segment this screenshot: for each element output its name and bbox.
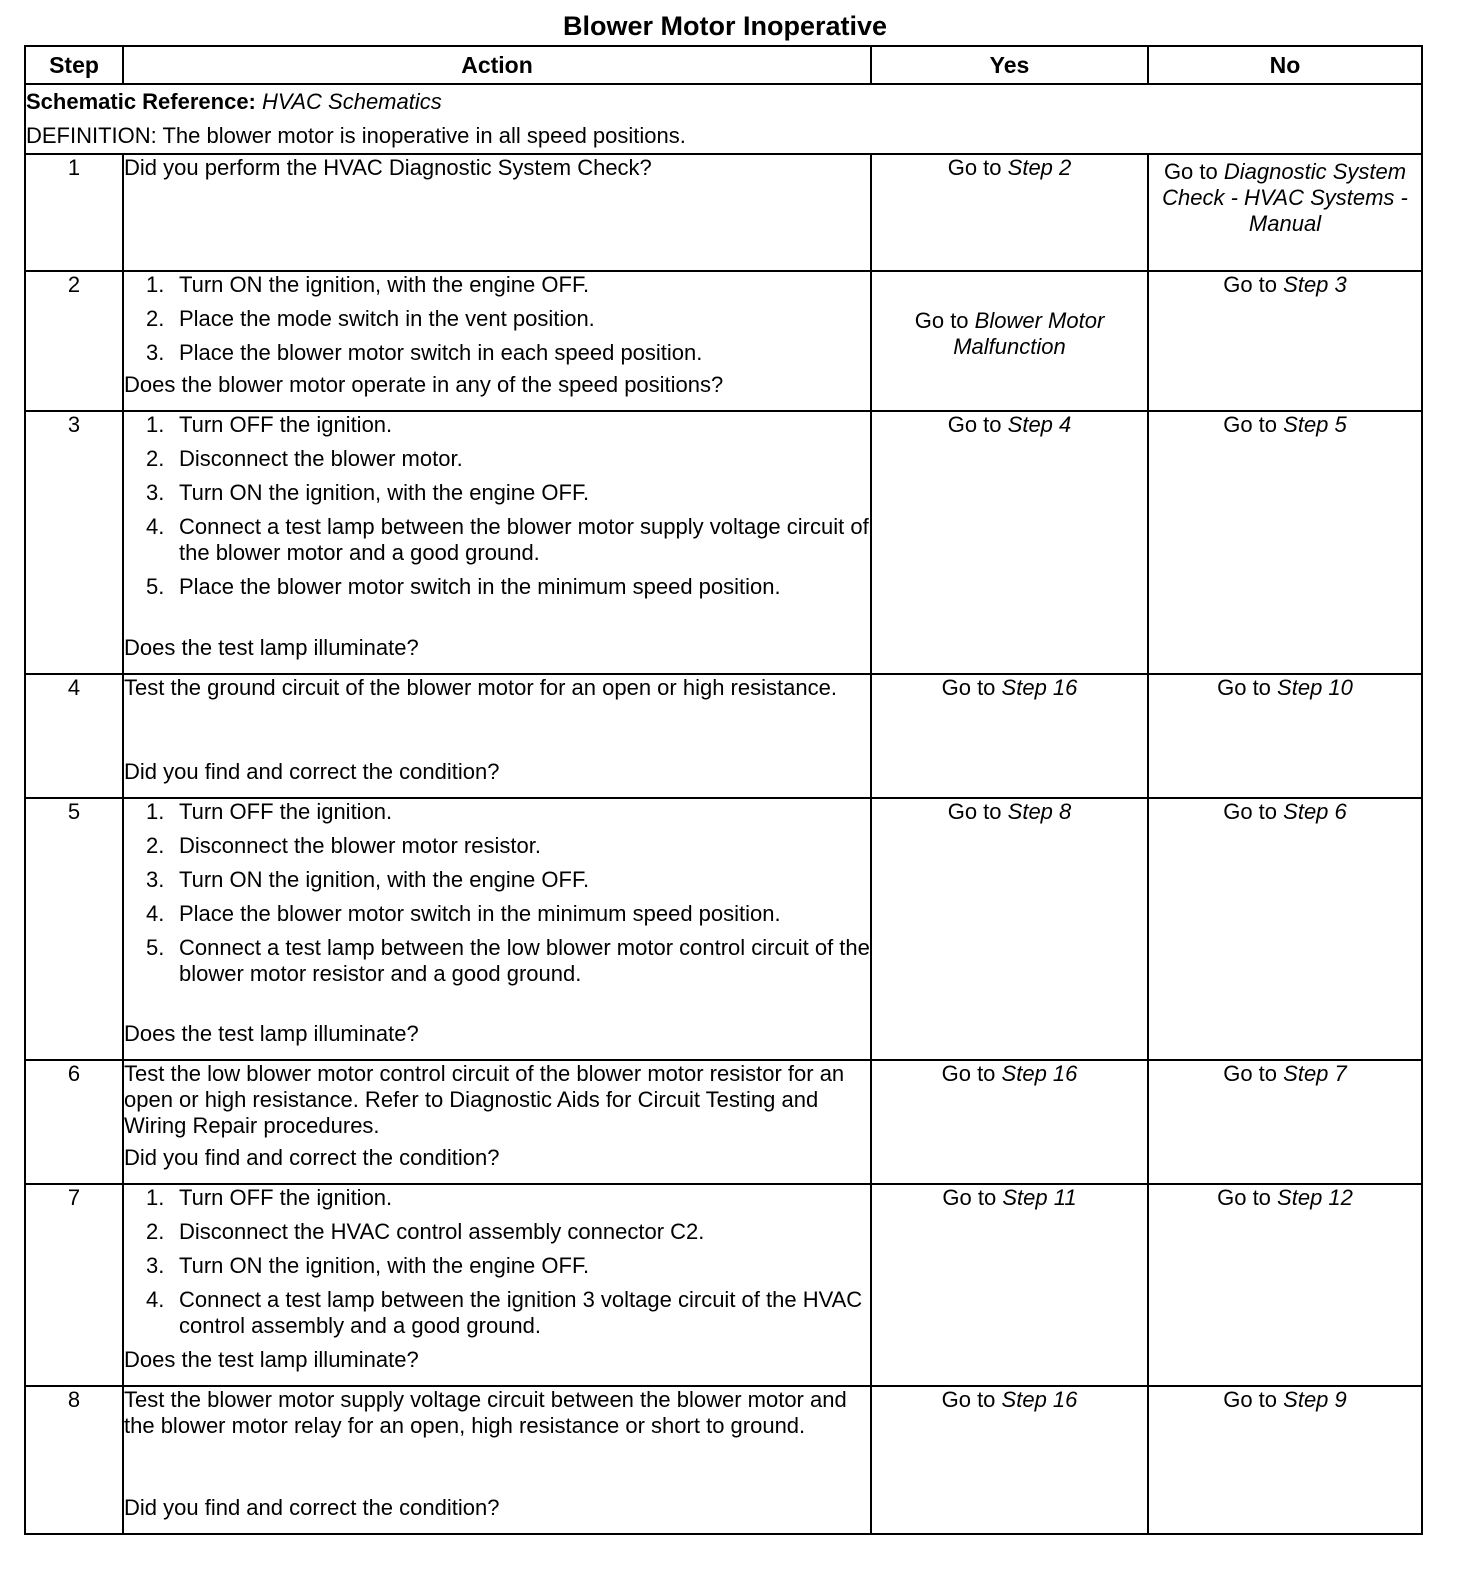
no-cell[interactable] — [1148, 411, 1422, 674]
yes-step-link[interactable]: Step 11 — [1002, 1185, 1077, 1210]
yes-step-link[interactable]: Step 16 — [1001, 675, 1078, 700]
go-to-label: Go to — [1223, 412, 1278, 437]
list-item: 4. Place the blower motor switch in the minimum speed position. — [146, 901, 781, 926]
go-to-label: Go to — [947, 155, 1002, 180]
go-to-label: Go to — [914, 308, 969, 333]
list-item: 4. Connect a test lamp between the ignition 3 voltage circuit of the HVAC control assembly and a good ground. — [146, 1287, 863, 1338]
table-row — [25, 1386, 1422, 1534]
step-number: 3 — [25, 411, 123, 674]
action-cell — [123, 411, 871, 674]
action-list — [124, 412, 870, 600]
go-to-label: Go to — [1163, 159, 1218, 184]
action-cell — [123, 674, 871, 798]
go-to-label: Go to — [1223, 799, 1278, 824]
no-cell[interactable] — [1148, 674, 1422, 798]
action-list — [124, 272, 870, 366]
list-item: 2. Disconnect the HVAC control assembly connector C2. — [146, 1219, 705, 1244]
no-cell[interactable] — [1148, 1386, 1422, 1534]
no-step-link[interactable]: Step 7 — [1283, 1061, 1347, 1086]
yes-step-link[interactable]: Step 2 — [1007, 155, 1072, 180]
yes-cell[interactable] — [871, 411, 1148, 674]
action-text: Test the blower motor supply voltage circuit between the blower motor and the blower motor relay for an open, high resistance or short to ground. — [124, 1387, 847, 1438]
step-number: 5 — [25, 798, 123, 1060]
action-cell — [123, 1060, 871, 1184]
no-step-link[interactable]: Diagnostic System Check - HVAC Systems - Manual — [1162, 159, 1408, 236]
go-to-label: Go to — [1217, 675, 1271, 700]
action-cell — [123, 798, 871, 1060]
table-row — [25, 674, 1422, 798]
action-question: Did you find and correct the condition? — [124, 759, 500, 784]
list-item: 3. Turn ON the ignition, with the engine OFF. — [146, 480, 590, 505]
yes-step-link[interactable]: Step 4 — [1007, 412, 1072, 437]
go-to-label: Go to — [1223, 1387, 1278, 1412]
go-to-label: Go to — [1223, 1061, 1278, 1086]
action-cell — [123, 1184, 871, 1386]
no-step-link[interactable]: Step 3 — [1283, 272, 1347, 297]
table-row — [25, 271, 1422, 411]
go-to-label: Go to — [941, 1387, 996, 1412]
action-question: Does the test lamp illuminate? — [124, 1021, 419, 1046]
yes-step-link[interactable]: Step 16 — [1001, 1061, 1078, 1086]
no-cell[interactable] — [1148, 154, 1422, 271]
list-item: 2. Disconnect the blower motor resistor. — [146, 833, 541, 858]
step-number: 6 — [25, 1060, 123, 1184]
list-item: 3. Turn ON the ignition, with the engine OFF. — [146, 1253, 590, 1278]
step-number: 8 — [25, 1386, 123, 1534]
action-question: Did you find and correct the condition? — [124, 1495, 500, 1520]
header-yes: Yes — [871, 46, 1148, 84]
yes-cell[interactable] — [871, 1060, 1148, 1184]
table-row — [25, 154, 1422, 271]
header-action: Action — [123, 46, 871, 84]
yes-cell[interactable] — [871, 154, 1148, 271]
list-item: 3. Place the blower motor switch in each speed position. — [146, 340, 703, 365]
diagnostic-table — [24, 45, 1423, 1535]
list-item: 5. Connect a test lamp between the low blower motor control circuit of the blower motor resistor and a good ground. — [146, 935, 870, 986]
list-item: 1. Turn ON the ignition, with the engine OFF. — [146, 272, 590, 297]
go-to-label: Go to — [947, 799, 1002, 824]
go-to-label: Go to — [941, 675, 996, 700]
header-no: No — [1148, 46, 1422, 84]
step-number: 2 — [25, 271, 123, 411]
no-cell[interactable] — [1148, 1184, 1422, 1386]
list-item: 2. Disconnect the blower motor. — [146, 446, 463, 471]
action-list — [124, 1185, 870, 1339]
no-step-link[interactable]: Step 12 — [1277, 1185, 1353, 1210]
schematic-reference-link[interactable]: HVAC Schematics — [262, 89, 442, 114]
step-number: 7 — [25, 1184, 123, 1386]
yes-cell[interactable] — [871, 1386, 1148, 1534]
header-step: Step — [25, 46, 123, 84]
table-row — [25, 411, 1422, 674]
yes-cell[interactable] — [871, 1184, 1148, 1386]
definition-text: DEFINITION: The blower motor is inoperative in all speed positions. — [26, 123, 686, 148]
no-step-link[interactable]: Step 5 — [1283, 412, 1347, 437]
action-text: Test the ground circuit of the blower motor for an open or high resistance. — [124, 675, 837, 700]
action-question: Did you find and correct the condition? — [124, 1145, 500, 1170]
yes-cell[interactable] — [871, 271, 1148, 411]
go-to-label: Go to — [1223, 272, 1278, 297]
go-to-label: Go to — [947, 412, 1002, 437]
list-item: 1. Turn OFF the ignition. — [146, 412, 393, 437]
list-item: 1. Turn OFF the ignition. — [146, 799, 393, 824]
step-number: 4 — [25, 674, 123, 798]
action-cell — [123, 154, 871, 271]
list-item: 5. Place the blower motor switch in the minimum speed position. — [146, 574, 781, 599]
yes-cell[interactable] — [871, 674, 1148, 798]
no-cell[interactable] — [1148, 271, 1422, 411]
no-step-link[interactable]: Step 10 — [1277, 675, 1353, 700]
action-cell — [123, 271, 871, 411]
no-step-link[interactable]: Step 6 — [1283, 799, 1347, 824]
no-cell[interactable] — [1148, 798, 1422, 1060]
yes-cell[interactable] — [871, 798, 1148, 1060]
list-item: 3. Turn ON the ignition, with the engine OFF. — [146, 867, 590, 892]
action-list — [124, 799, 870, 987]
list-item: 4. Connect a test lamp between the blower motor supply voltage circuit of the blower motor and a good ground. — [146, 514, 869, 565]
list-item: 2. Place the mode switch in the vent position. — [146, 306, 595, 331]
action-question: Does the blower motor operate in any of the speed positions? — [124, 372, 724, 397]
go-to-label: Go to — [942, 1185, 997, 1210]
table-row — [25, 1060, 1422, 1184]
step-number: 1 — [25, 154, 123, 271]
table-row — [25, 798, 1422, 1060]
yes-step-link[interactable]: Blower Motor Malfunction — [953, 308, 1105, 359]
action-text: Test the low blower motor control circuit of the blower motor resistor for an open or high resistance. Refer to Diagnostic Aids for Circuit Testing and Wiring Repair procedures. — [124, 1061, 845, 1138]
go-to-label: Go to — [941, 1061, 996, 1086]
yes-step-link[interactable]: Step 16 — [1001, 1387, 1078, 1412]
action-question: Does the test lamp illuminate? — [124, 635, 419, 660]
no-step-link[interactable]: Step 9 — [1283, 1387, 1347, 1412]
action-text: Did you perform the HVAC Diagnostic System Check? — [124, 155, 652, 180]
yes-step-link[interactable]: Step 8 — [1007, 799, 1072, 824]
list-item: 1. Turn OFF the ignition. — [146, 1185, 393, 1210]
table-header-row — [25, 46, 1422, 84]
go-to-label: Go to — [1217, 1185, 1271, 1210]
table-row — [25, 1184, 1422, 1386]
intro-cell — [25, 84, 1422, 154]
schematic-reference-label: Schematic Reference: — [26, 89, 256, 114]
page-title: Blower Motor Inoperative — [562, 11, 888, 41]
no-cell[interactable] — [1148, 1060, 1422, 1184]
intro-row — [25, 84, 1422, 154]
action-question: Does the test lamp illuminate? — [124, 1347, 419, 1372]
action-cell — [123, 1386, 871, 1534]
